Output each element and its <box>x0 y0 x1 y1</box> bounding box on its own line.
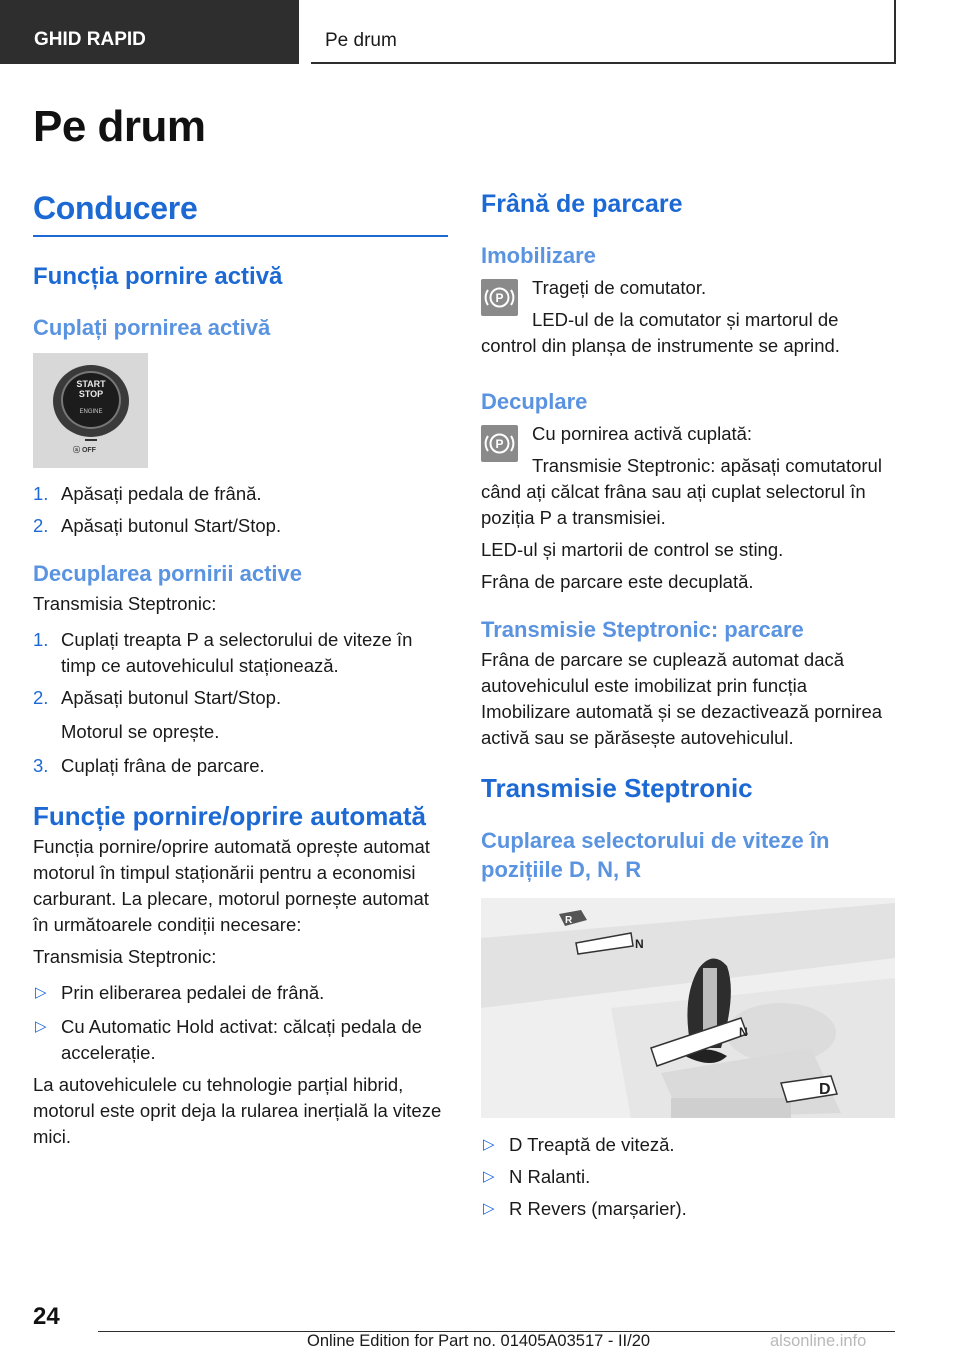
heading-imobilizare: Imobilizare <box>481 243 596 268</box>
bullets-gears-list <box>481 1132 897 1222</box>
list-item: 1. Cuplați treapta P a selectorului de viteze în timp ce autovehiculul staționează. <box>33 629 413 676</box>
decuplare-line-4: Frâna de parcare este decuplată. <box>481 571 754 592</box>
triangle-bullet-icon: ▷ <box>483 1136 495 1153</box>
list-item: 2. Apăsați butonul Start/Stop. <box>33 515 282 536</box>
heading-steptronic-parcare: Transmisie Steptronic: parcare <box>481 617 804 642</box>
header-chapter-label: Pe drum <box>325 30 397 51</box>
list-item: ▷ N Ralanti. <box>481 1164 897 1190</box>
right-column <box>481 190 897 1222</box>
photo-label-r: R <box>565 915 573 926</box>
left-column <box>33 190 448 1150</box>
decuplare-line-2: Transmisie Steptronic: apăsați comutatorul când ați călcat frâna sau ați cuplat selectorul în poziția P a transmisiei. <box>481 455 882 528</box>
list-item: 1. Apăsați pedala de frână. <box>33 483 262 504</box>
list-item: 2. Apăsați butonul Start/Stop. <box>33 687 282 708</box>
page-number: 24 <box>33 1303 60 1330</box>
transmisia-label: Transmisia Steptronic: <box>33 593 217 614</box>
decuplare-line-1: Cu pornirea activă cuplată: <box>532 423 753 444</box>
heading-cuplati-pornirea: Cuplați pornirea activă <box>33 315 271 340</box>
parking-brake-icon <box>481 425 518 462</box>
heading-conducere: Conducere <box>33 190 198 226</box>
svg-text:P: P <box>495 437 504 451</box>
heading-rule <box>33 235 448 237</box>
header-chapter-tab <box>311 0 896 64</box>
page-title: Pe drum <box>33 102 206 151</box>
gear-selector-photo <box>481 898 895 1118</box>
triangle-bullet-icon: ▷ <box>483 1200 495 1217</box>
list-item: ▷ Prin eliberarea pedalei de frână. <box>33 980 448 1006</box>
triangle-bullet-icon: ▷ <box>483 1168 495 1185</box>
footer-edition: Online Edition for Part no. 01405A03517 - II/20 <box>307 1332 651 1350</box>
list-item: Motorul se oprește. <box>61 721 220 742</box>
imobilizare-line-1: Trageți de comutator. <box>532 277 707 298</box>
triangle-bullet-icon: ▷ <box>35 1018 47 1035</box>
transmisia-label-2: Transmisia Steptronic: <box>33 946 217 967</box>
footer-watermark: alsonline.info <box>770 1332 867 1350</box>
decuplare-block <box>481 421 897 531</box>
auto-paragraph: Funcția pornire/oprire automată oprește automat motorul în timpul staționării pentru a economisi carburant. La plecare, motorul pornește automat în următoarele condiții necesare: <box>33 836 430 935</box>
imobilizare-block <box>481 275 897 359</box>
heading-cuplarea-selectorului: Cuplarea selectorului de viteze în pozițiile D, N, R <box>481 828 830 882</box>
steps-cuplare-list <box>33 481 448 539</box>
heading-functia-pornire: Funcția pornire activă <box>33 263 283 290</box>
heading-decuplare: Decuplare <box>481 389 588 414</box>
heading-frana-parcare: Frână de parcare <box>481 190 683 218</box>
header-section-tab <box>0 0 299 64</box>
list-item: ▷ D Treaptă de viteză. <box>481 1132 897 1158</box>
svg-text:P: P <box>495 291 504 305</box>
imobilizare-line-2: LED-ul de la comutator și martorul de control din planșa de instrumente se aprind. <box>481 309 840 356</box>
parking-brake-icon <box>481 279 518 316</box>
triangle-bullet-icon: ▷ <box>35 984 47 1001</box>
heading-decuplarea: Decuplarea pornirii active <box>33 561 302 586</box>
steps-decuplare-list <box>33 627 448 779</box>
decuplare-line-3: LED-ul și martorii de control se sting. <box>481 539 784 560</box>
list-item: ▷ Cu Automatic Hold activat: călcați pedala de accelerație. <box>35 1016 422 1063</box>
hibrid-paragraph: La autovehiculele cu tehnologie parțial hibrid, motorul este oprit deja la rularea inerțială la viteze mici. <box>33 1074 442 1147</box>
header-section-label: GHID RAPID <box>34 29 146 50</box>
list-item: ▷ R Revers (marșarier). <box>481 1196 897 1222</box>
start-stop-button-image: START STOP ENGINE ⓐ OFF <box>33 353 148 468</box>
list-item: 3. Cuplați frâna de parcare. <box>33 755 265 776</box>
photo-label-d: D <box>819 1081 831 1098</box>
bullets-auto-list <box>33 980 448 1066</box>
parcare-paragraph: Frâna de parcare se cuplează automat dacă autovehiculul este imobilizat prin funcția Imobilizare automată și se dezactivează pornirea activă sau se părăsește autovehiculul. <box>481 649 883 748</box>
heading-transmisie-steptronic: Transmisie Steptronic <box>481 773 753 803</box>
photo-label-n2: N <box>739 1025 748 1039</box>
heading-functie-auto: Funcție pornire/oprire automată <box>33 801 426 831</box>
photo-label-n1: N <box>635 937 644 951</box>
